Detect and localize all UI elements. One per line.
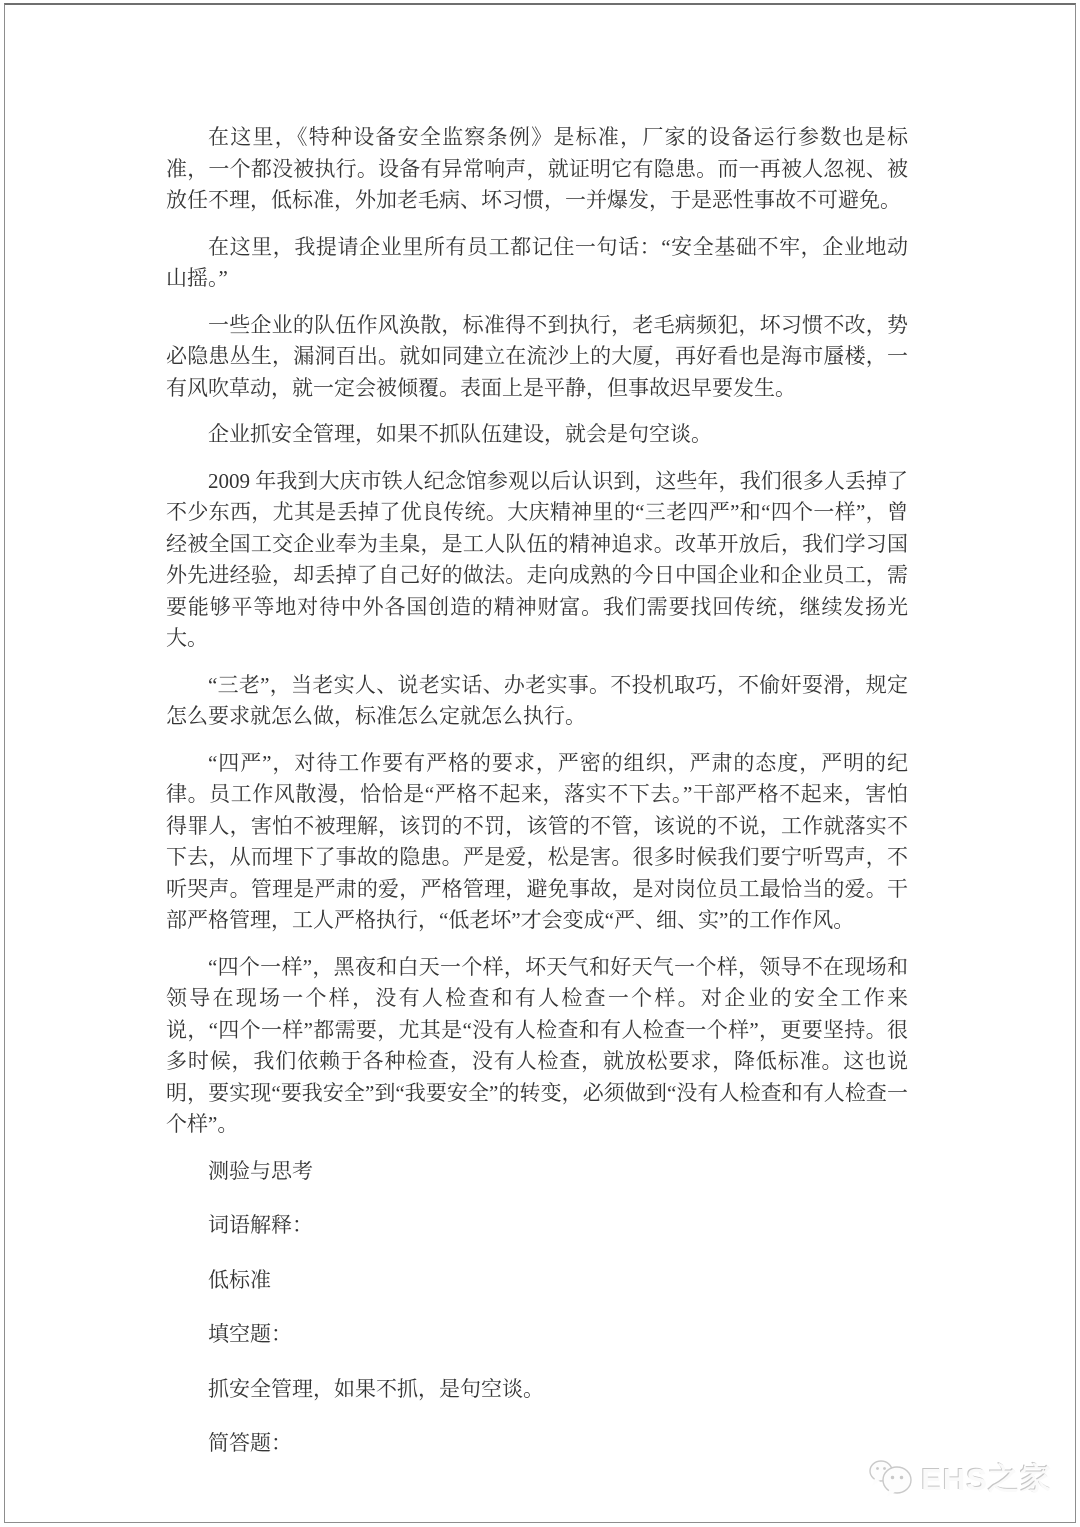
quiz-item-short-answer: 简答题：: [208, 1431, 292, 1455]
quiz-item-fill-blank-sentence: 抓安全管理，如果不抓，是句空谈。: [208, 1376, 544, 1401]
paragraph-2: 在这里，我提请企业里所有员工都记住一句话：“安全基础不牢，企业地动山摇。”: [166, 234, 908, 290]
paragraph-7: “四严”，对待工作要有严格的要求，严密的组织，严肃的态度，严明的纪律。员工作风散漫，恰恰是“严格不起来，落实不下去。”干部严格不起来，害怕得罪人，害怕不被理解，该罚的不罚，该管的不管，该说的不说，工作就落实不下去，从而埋下了事故的隐患。严是爱，松是害。很多时候我们要宁听骂声，不听哭声。管理是严肃的爱，严格管理，避免事故，是对岗位员工最恰当的爱。干部严格管理，工人严格执行，“低老坏”才会变成“严、细、实”的工作作风。: [166, 750, 908, 932]
quiz-item-fill-blank: 填空题：: [208, 1322, 292, 1346]
paragraph-5: 2009 年我到大庆市铁人纪念馆参观以后认识到，这些年，我们很多人丢掉了不少东西，尤其是丢掉了优良传统。大庆精神里的“三老四严”和“四个一样”，曾经被全国工交企业奉为圭臬，是工人队伍的精神追求。改革开放后，我们学习国外先进经验，却丢掉了自己好的做法。走向成熟的今日中国企业和企业员工，需要能够平等地对待中外各国创造的精神财富。我们需要找回传统，继续发扬光大。: [166, 468, 908, 650]
wechat-icon: [867, 1456, 915, 1498]
document-content: [166, 122, 908, 1483]
watermark: [867, 1454, 1052, 1499]
paragraph-6: “三老”，当老实人、说老实话、办老实事。不投机取巧，不偷奸耍滑，规定怎么要求就怎么做，标准怎么定就怎么执行。: [166, 672, 908, 728]
quiz-item-word-explanation: 词语解释：: [208, 1213, 313, 1237]
quiz-heading: 测验与思考: [208, 1158, 313, 1183]
quiz-item-term: 低标准: [208, 1267, 271, 1292]
watermark-text: EHS之家: [921, 1462, 1052, 1497]
paragraph-3: 一些企业的队伍作风涣散，标准得不到执行，老毛病频犯，坏习惯不改，势必隐患丛生，漏洞百出。就如同建立在流沙上的大厦，再好看也是海市蜃楼，一有风吹草动，就一定会被倾覆。表面上是平静，但事故迟早要发生。: [166, 312, 908, 400]
paragraph-8: “四个一样”，黑夜和白天一个样，坏天气和好天气一个样，领导不在现场和领导在现场一个样，没有人检查和有人检查一个样。对企业的安全工作来说，“四个一样”都需要，尤其是“没有人检查和有人检查一个样”，更要坚持。很多时候，我们依赖于各种检查，没有人检查，就放松要求，降低标准。这也说明，要实现“要我安全”到“我要安全”的转变，必须做到“没有人检查和有人检查一个样”。: [166, 954, 908, 1136]
paragraph-4: 企业抓安全管理，如果不抓队伍建设，就会是句空谈。: [208, 422, 712, 446]
paragraph-1: 在这里，《特种设备安全监察条例》是标准，厂家的设备运行参数也是标准，一个都没被执行。设备有异常响声，就证明它有隐患。而一再被人忽视、被放任不理，低标准，外加老毛病、坏习惯，一并爆发，于是恶性事故不可避免。: [166, 125, 908, 212]
